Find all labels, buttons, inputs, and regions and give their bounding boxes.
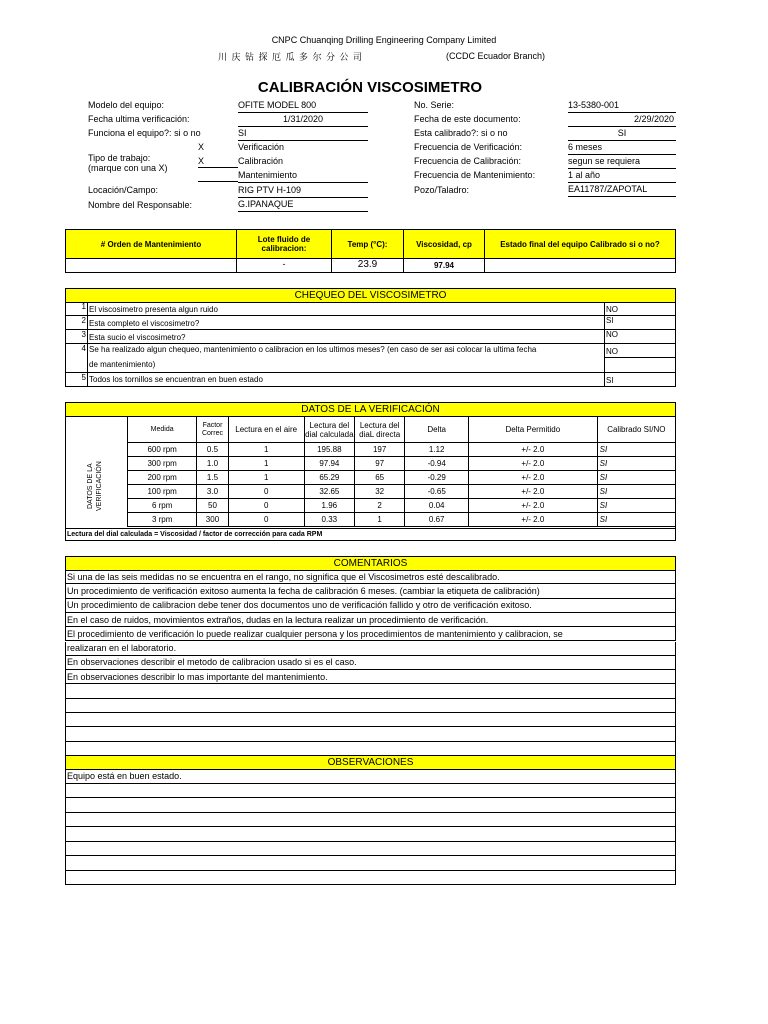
verification-cell-factor: 1.0	[197, 457, 228, 471]
work-type-mark-maintenance[interactable]	[198, 170, 238, 182]
observation-line[interactable]	[65, 856, 676, 871]
frequency-calibration-label: Frecuencia de Calibración:	[414, 156, 522, 166]
check-answer[interactable]: SI	[606, 376, 614, 385]
observation-line[interactable]	[65, 798, 676, 813]
well-value[interactable]: EA11787/ZAPOTAL	[568, 184, 676, 197]
calibrated-label: Esta calibrado?: si o no	[414, 128, 508, 138]
verification-header-factor: Factor Correc	[197, 417, 228, 443]
check-row	[65, 302, 676, 316]
verification-cell-delta[interactable]: 1.12	[405, 443, 469, 457]
observation-line[interactable]	[65, 813, 676, 828]
verification-table	[127, 416, 676, 527]
comment-line: El procedimiento de verificación lo puede realizar cualquier persona y los procedimientos de mantenimiento y calibracion, se	[65, 627, 676, 641]
comment-line: Un procedimiento de calibracion debe tener dos documentos uno de verificación fallido y otro de verificación exitoso.	[65, 599, 676, 613]
summary-lot-value[interactable]: -	[236, 258, 332, 273]
work-type-mark-calibration[interactable]: X	[198, 156, 238, 168]
verification-cell-measure: 100 rpm	[128, 485, 197, 499]
observation-line[interactable]	[65, 871, 676, 886]
summary-header-order: # Orden de Mantenimiento	[65, 229, 237, 259]
frequency-verification-label: Frecuencia de Verificación:	[414, 142, 523, 152]
check-answer[interactable]: NO	[606, 330, 618, 339]
observation-line[interactable]	[65, 842, 676, 857]
verification-cell-factor: 50	[197, 499, 228, 513]
verification-cell-delta[interactable]: -0.29	[405, 471, 469, 485]
verification-cell-calibrated[interactable]: SI	[597, 457, 675, 471]
work-type-mark-verification[interactable]: X	[198, 142, 205, 152]
verification-cell-calculated[interactable]: 32.65	[304, 485, 354, 499]
verification-header-calculated: Lectura del dial calculada	[304, 417, 354, 443]
check-number: 5	[66, 373, 88, 386]
verification-cell-delta[interactable]: -0.94	[405, 457, 469, 471]
verification-cell-calculated[interactable]: 65.29	[304, 471, 354, 485]
verification-cell-direct[interactable]: 1	[355, 513, 405, 527]
verification-cell-direct[interactable]: 2	[355, 499, 405, 513]
verification-header-delta: Delta	[405, 417, 469, 443]
verification-cell-measure: 600 rpm	[128, 443, 197, 457]
verification-cell-air[interactable]: 0	[228, 513, 304, 527]
document-date-label: Fecha de este documento:	[414, 114, 521, 124]
responsible-label: Nombre del Responsable:	[88, 200, 193, 210]
check-number: 4	[66, 344, 88, 372]
check-answer[interactable]: SI	[606, 316, 614, 325]
verification-header-calibrated: Calibrado SI/NO	[597, 417, 675, 443]
frequency-calibration-value[interactable]: segun se requiera	[568, 156, 676, 169]
work-type-maintenance: Mantenimiento	[238, 170, 298, 180]
verification-cell-calibrated[interactable]: SI	[597, 471, 675, 485]
work-type-verification: Verificación	[238, 142, 285, 152]
verification-footnote: Lectura del dial calculada = Viscosidad / factor de corrección para cada RPM	[65, 528, 676, 541]
verification-header-measure: Medida	[128, 417, 197, 443]
last-verification-value[interactable]: 1/31/2020	[238, 114, 368, 127]
last-verification-label: Fecha ultima verificación:	[88, 114, 190, 124]
works-value[interactable]: SI	[238, 128, 368, 141]
comment-line	[65, 684, 676, 698]
verification-header-air: Lectura en el aire	[228, 417, 304, 443]
verification-cell-air[interactable]: 0	[228, 485, 304, 499]
summary-header-status: Estado final del equipo Calibrado si o no?	[484, 229, 676, 259]
verification-cell-allowed[interactable]: +/- 2.0	[469, 499, 598, 513]
verification-cell-air[interactable]: 0	[228, 499, 304, 513]
verification-cell-measure: 300 rpm	[128, 457, 197, 471]
check-text: Se ha realizado algun chequeo, mantenimiento o calibracion en los ultimos meses? (en caso de ser asi colocar la ultima fecha	[89, 345, 537, 354]
summary-temp-value[interactable]: 23.9	[331, 258, 404, 273]
verification-row	[128, 457, 676, 471]
verification-cell-air[interactable]: 1	[228, 457, 304, 471]
check-table	[65, 302, 676, 387]
check-text: Todos los tornillos se encuentran en buen estado	[88, 373, 605, 386]
verification-cell-factor: 3.0	[197, 485, 228, 499]
comment-line: En observaciones describir el metodo de calibracion usado si es el caso.	[65, 656, 676, 670]
summary-header-lot: Lote fluido de calibracion:	[236, 229, 332, 259]
summary-header-viscosity: Viscosidad, cp	[403, 229, 485, 259]
comments-section-title: COMENTARIOS	[65, 556, 676, 571]
check-text: Esta sucio el viscosimetro?	[88, 330, 605, 343]
verification-cell-direct[interactable]: 97	[355, 457, 405, 471]
summary-status-value[interactable]	[484, 258, 676, 273]
comment-line	[65, 727, 676, 741]
comment-line: Si una de las seis medidas no se encuentra en el rango, no significa que el Viscosimetros esté descalibrado.	[65, 570, 676, 584]
comment-line: En observaciones describir lo mas importante del mantenimiento.	[65, 670, 676, 684]
verification-cell-delta[interactable]: -0.65	[405, 485, 469, 499]
model-label: Modelo del equipo:	[88, 100, 165, 110]
comment-line	[65, 742, 676, 756]
verification-header-direct: Lectura del diaL directa	[355, 417, 405, 443]
check-number: 2	[66, 316, 88, 329]
summary-table	[65, 229, 676, 273]
verification-cell-calculated[interactable]: 195.88	[304, 443, 354, 457]
verification-cell-allowed[interactable]: +/- 2.0	[469, 513, 598, 527]
check-answer[interactable]: NO	[606, 305, 618, 314]
summary-viscosity-value[interactable]: 97.94	[403, 258, 485, 273]
summary-order-value[interactable]	[65, 258, 237, 273]
verification-row	[128, 485, 676, 499]
location-label: Locación/Campo:	[88, 185, 159, 195]
verification-cell-air[interactable]: 1	[228, 471, 304, 485]
verification-cell-allowed[interactable]: +/- 2.0	[469, 443, 598, 457]
location-value[interactable]: RIG PTV H-109	[238, 185, 368, 198]
verification-cell-factor: 0.5	[197, 443, 228, 457]
company-branch: (CCDC Ecuador Branch)	[446, 51, 546, 61]
check-row	[65, 330, 676, 344]
frequency-verification-value[interactable]: 6 meses	[568, 142, 676, 155]
observations-section-title: OBSERVACIONES	[65, 755, 676, 770]
maintenance-underline	[238, 170, 368, 183]
verification-cell-measure: 200 rpm	[128, 471, 197, 485]
comment-line: Un procedimiento de verificación exitoso aumenta la fecha de calibración 6 meses. (cambiar la etiqueta de calibración)	[65, 584, 676, 598]
check-text-continued: de mantenimiento)	[89, 360, 156, 369]
verification-row	[128, 471, 676, 485]
check-text: El viscosimetro presenta algun ruido	[88, 302, 605, 315]
verification-cell-calibrated[interactable]: SI	[597, 499, 675, 513]
document-date-value[interactable]: 2/29/2020	[568, 114, 676, 127]
verification-side-label: DATOS DE LA VERIFICACIÓN	[87, 461, 103, 511]
verification-cell-delta[interactable]: 0.67	[405, 513, 469, 527]
verification-cell-measure: 3 rpm	[128, 513, 197, 527]
serial-value[interactable]: 13-5380-001	[568, 100, 676, 113]
verification-cell-calculated[interactable]: 97.94	[304, 457, 354, 471]
comment-line	[65, 713, 676, 727]
verification-section-title: DATOS DE LA VERIFICACIÓN	[65, 402, 676, 417]
frequency-maintenance-value[interactable]: 1 al año	[568, 170, 676, 183]
check-number: 3	[66, 330, 88, 343]
check-row	[65, 316, 676, 330]
check-row	[65, 344, 676, 373]
verification-cell-allowed[interactable]: +/- 2.0	[469, 485, 598, 499]
observation-line[interactable]	[65, 827, 676, 842]
works-label: Funciona el equipo?: si o no	[88, 128, 201, 138]
verification-cell-allowed[interactable]: +/- 2.0	[469, 471, 598, 485]
calibrated-value[interactable]: SI	[568, 128, 676, 141]
company-chinese-name: 川 庆 钻 探 厄 瓜 多 尔 分 公 司	[218, 52, 364, 62]
verification-cell-factor: 1.5	[197, 471, 228, 485]
responsible-value[interactable]: G.IPANAQUE	[238, 199, 368, 212]
check-section-title: CHEQUEO DEL VISCOSIMETRO	[65, 288, 676, 303]
model-value[interactable]: OFITE MODEL 800	[238, 100, 368, 113]
verification-block	[65, 416, 676, 528]
verification-row	[128, 499, 676, 513]
verification-header-allowed: Delta Permitido	[469, 417, 598, 443]
verification-row	[128, 513, 676, 527]
verification-cell-calibrated[interactable]: SI	[597, 513, 675, 527]
comment-line	[65, 699, 676, 713]
verification-cell-delta[interactable]: 0.04	[405, 499, 469, 513]
company-name: CNPC Chuanqing Drilling Engineering Company Limited	[271, 35, 497, 45]
check-number: 1	[66, 302, 88, 315]
comment-line: En el caso de ruidos, movimientos extraños, dudas en la lectura realizar un procedimiento de verificación.	[65, 613, 676, 627]
summary-header-temp: Temp (°C):	[331, 229, 404, 259]
frequency-maintenance-label: Frecuencia de Mantenimiento:	[414, 170, 536, 180]
work-type-sublabel: (marque con una X)	[88, 163, 168, 173]
verification-cell-calculated[interactable]: 1.96	[304, 499, 354, 513]
page-title: CALIBRACIÓN VISCOSIMETRO	[257, 79, 483, 96]
check-text: Esta completo el viscosimetro?	[88, 316, 605, 329]
verification-cell-direct[interactable]: 197	[355, 443, 405, 457]
observation-line[interactable]	[65, 784, 676, 799]
verification-cell-air[interactable]: 1	[228, 443, 304, 457]
observation-line[interactable]: Equipo está en buen estado.	[65, 769, 676, 784]
serial-label: No. Serie:	[414, 100, 455, 110]
check-answer[interactable]: NO	[605, 344, 675, 358]
check-row	[65, 373, 676, 387]
verification-cell-direct[interactable]: 65	[355, 471, 405, 485]
verification-cell-calculated[interactable]: 0.33	[304, 513, 354, 527]
verification-cell-allowed[interactable]: +/- 2.0	[469, 457, 598, 471]
work-type-calibration: Calibración	[238, 156, 284, 166]
verification-cell-calibrated[interactable]: SI	[597, 443, 675, 457]
work-type-label: Tipo de trabajo:	[88, 153, 151, 163]
comment-line: realizaran en el laboratorio.	[65, 642, 676, 656]
verification-cell-direct[interactable]: 32	[355, 485, 405, 499]
verification-cell-measure: 6 rpm	[128, 499, 197, 513]
verification-cell-factor: 300	[197, 513, 228, 527]
verification-row	[128, 443, 676, 457]
verification-cell-calibrated[interactable]: SI	[597, 485, 675, 499]
well-label: Pozo/Taladro:	[414, 185, 470, 195]
